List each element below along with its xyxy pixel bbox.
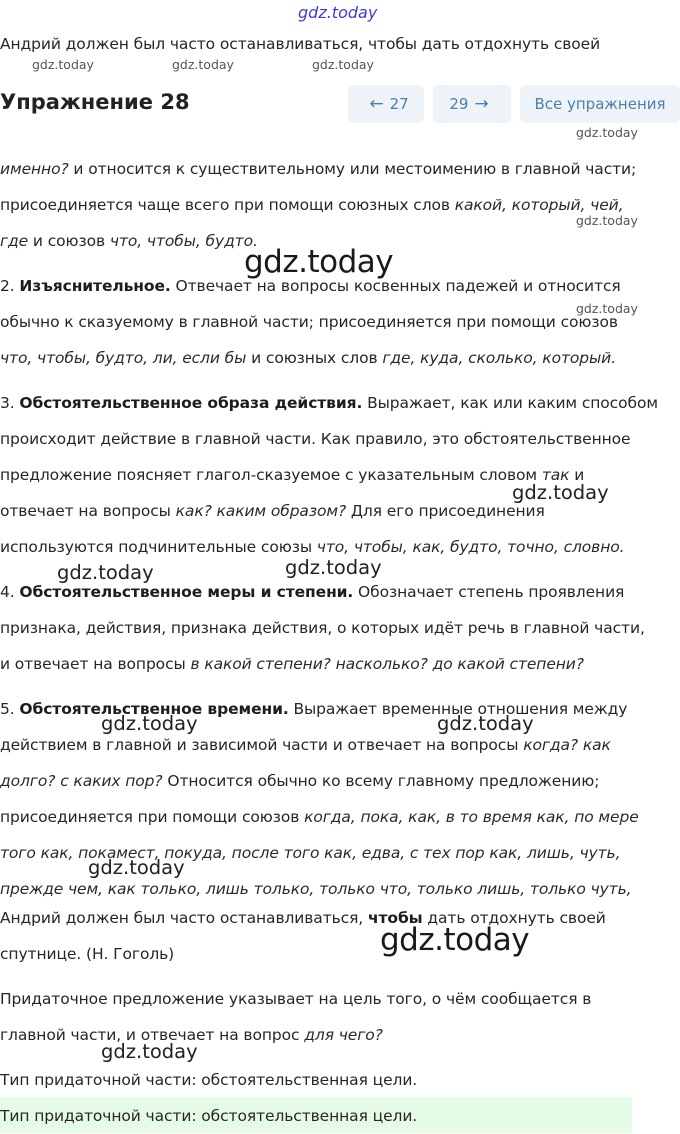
watermark: gdz.today: [380, 922, 530, 958]
watermark: gdz.today: [101, 712, 198, 735]
text-line: присоединяется при помощи союзов когда, пока, как, в то время как, по мере: [0, 808, 639, 826]
watermark: gdz.today: [101, 1040, 198, 1063]
text-line: прежде чем, как только, лишь только, только что, только лишь, только чуть,: [0, 880, 632, 898]
text-line: того как, покамест, покуда, после того как, едва, с тех пор как, лишь, чуть,: [0, 844, 621, 862]
watermark: gdz.today: [32, 57, 94, 72]
text-line: обычно к сказуемому в главной части; присоединяется при помощи союзов: [0, 313, 618, 331]
text-line: присоединяется чаще всего при помощи союзных слов какой, который, чей,: [0, 196, 624, 214]
text-line: Тип придаточной части: обстоятельственная цели.: [0, 1071, 418, 1089]
watermark: gdz.today: [437, 712, 534, 735]
text-line: 5. Обстоятельственное времени. Выражает временные отношения между: [0, 700, 628, 718]
text-line: используются подчинительные союзы что, чтобы, как, будто, точно, словно.: [0, 538, 625, 556]
text-line: предложение поясняет глагол-сказуемое с указательным словом так и: [0, 466, 585, 484]
page-title: Упражнение 28: [0, 90, 190, 114]
text-line: происходит действие в главной части. Как правило, это обстоятельственное: [0, 430, 631, 448]
text-line: долго? с каких пор? Относится обычно ко всему главному предложению;: [0, 772, 600, 790]
text-line: 3. Обстоятельственное образа действия. Выражает, как или каким способом: [0, 394, 658, 412]
prev-exercise-label: 27: [389, 95, 409, 113]
next-exercise-button[interactable]: [433, 85, 511, 123]
top-text-line: Андрий должен был часто останавливаться, чтобы дать отдохнуть своей: [0, 35, 601, 53]
text-line: спутнице. (Н. Гоголь): [0, 945, 175, 963]
text-line: главной части, и отвечает на вопрос для чего?: [0, 1026, 383, 1044]
text-line: Придаточное предложение указывает на цель того, о чём сообщается в: [0, 990, 592, 1008]
text-line: признака, действия, признака действия, о которых идёт речь в главной части,: [0, 619, 645, 637]
watermark: gdz.today: [244, 244, 394, 280]
all-exercises-label: Все упражнения: [534, 95, 666, 113]
watermark: gdz.today: [285, 556, 382, 579]
text-line: Андрий должен был часто останавливаться, чтобы дать отдохнуть своей: [0, 909, 606, 927]
watermark: gdz.today: [576, 301, 638, 316]
watermark: gdz.today: [576, 213, 638, 228]
watermark: gdz.today: [88, 856, 185, 879]
watermark: gdz.today: [172, 57, 234, 72]
prev-exercise-button[interactable]: [348, 85, 424, 123]
text-line: и отвечает на вопросы в какой степени? насколько? до какой степени?: [0, 655, 584, 673]
arrow-right-icon: →: [474, 94, 489, 114]
watermark: gdz.today: [312, 57, 374, 72]
next-exercise-label: 29: [449, 95, 469, 113]
text-line: 2. Изъяснительное. Отвечает на вопросы косвенных падежей и относится: [0, 277, 621, 295]
text-line: действием в главной и зависимой части и отвечает на вопросы когда? как: [0, 736, 611, 754]
watermark: gdz.today: [576, 125, 638, 140]
text-line: что, чтобы, будто, ли, если бы и союзных слов где, куда, сколько, который.: [0, 349, 616, 367]
watermark: gdz.today: [57, 561, 154, 584]
arrow-left-icon: ←: [369, 94, 384, 114]
answer-line: Тип придаточной части: обстоятельственная цели.: [0, 1107, 418, 1125]
all-exercises-button[interactable]: [520, 85, 680, 123]
text-line: где и союзов что, чтобы, будто.: [0, 232, 258, 250]
text-line: именно? и относится к существительному или местоимению в главной части;: [0, 160, 637, 178]
text-line: 4. Обстоятельственное меры и степени. Обозначает степень проявления: [0, 583, 625, 601]
watermark: gdz.today: [512, 481, 609, 504]
site-logo[interactable]: gdz.today: [298, 3, 378, 22]
text-line: отвечает на вопросы как? каким образом? Для его присоединения: [0, 502, 545, 520]
